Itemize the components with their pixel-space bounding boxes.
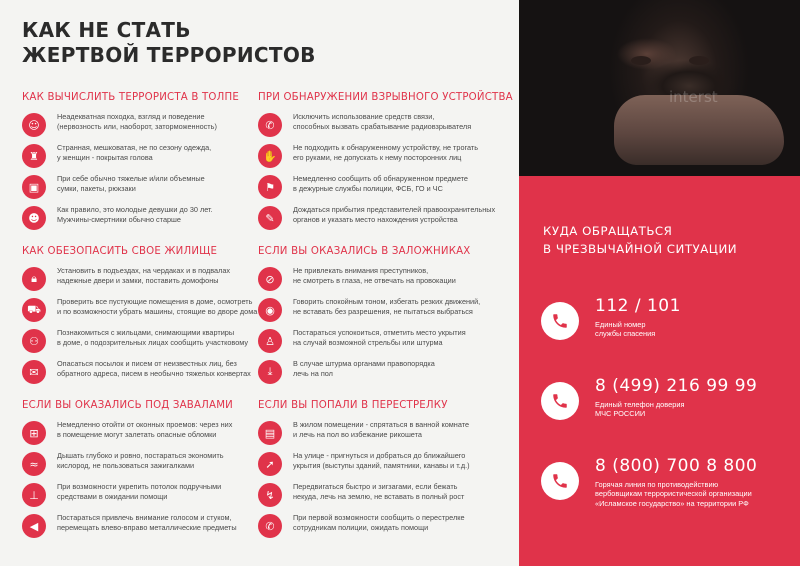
- breath-icon: ≈: [22, 452, 46, 476]
- item-text: Как правило, это молодые девушки до 30 лет. Мужчины-смертники обычно старше: [57, 205, 213, 224]
- item-text: Неадекватная походка, взгляд и поведение (нервозность или, наоборот, заторможенность): [57, 112, 217, 131]
- item-text: На улице - пригнуться и добраться до ближайшего укрытия (выступы зданий, памятники, канавы и т.д.): [293, 451, 470, 470]
- megaphone-icon: ◀: [22, 514, 46, 538]
- crawl-icon: ↯: [258, 483, 282, 507]
- item-text: Немедленно отойти от оконных проемов: через них в помещение могут залетать опасные обломки: [57, 420, 233, 439]
- list-item: [22, 266, 254, 297]
- item-text: Дышать глубоко и ровно, постараться экономить кислород, не пользоваться зажигалками: [57, 451, 224, 470]
- wait-icon: ✎: [258, 206, 282, 230]
- item-text: Познакомиться с жильцами, снимающими квартиры в доме, о подозрительных лицах сообщить участковому: [57, 328, 249, 347]
- item-text: Говорить спокойным тоном, избегать резких движений, не вставать без разрешения, не пытаться выбраться: [293, 297, 481, 316]
- emergency-contacts-column: [519, 0, 800, 566]
- eye-icon: ◉: [258, 298, 282, 322]
- item-text: В жилом помещении - спрятаться в ванной комнате и лечь на пол во избежание рикошета: [293, 420, 470, 439]
- item-text: Установить в подъездах, на чердаках и в подвалах надежные двери и замки, поставить домофоны: [57, 266, 231, 285]
- no-touch-icon: ✋: [258, 144, 282, 168]
- phone-icon: [541, 462, 579, 500]
- item-text: Проверить все пустующие помещения в доме, осмотреть и по возможности убрать машины, стоящие во дворе дома: [57, 297, 258, 316]
- section-hostage: [258, 246, 490, 390]
- phone-number[interactable]: 112 / 101: [595, 296, 681, 316]
- list-item: [258, 328, 490, 359]
- contact-description: Единый телефон доверия МЧС РОССИИ: [595, 400, 685, 419]
- section-heading: КАК ВЫЧИСЛИТЬ ТЕРРОРИСТА В ТОЛПЕ: [22, 92, 239, 103]
- report-icon: ⚑: [258, 175, 282, 199]
- item-text: Передвигаться быстро и зигзагами, если бежать некуда, лечь на землю, не вставать в полный рост: [293, 482, 465, 501]
- section-secure-home: [22, 246, 258, 390]
- list-item: [22, 143, 254, 174]
- section-heading: ЕСЛИ ВЫ ОКАЗАЛИСЬ В ЗАЛОЖНИКАХ: [258, 246, 471, 257]
- section-heading: ЕСЛИ ВЫ ПОПАЛИ В ПЕРЕСТРЕЛКУ: [258, 400, 448, 411]
- list-item: [258, 143, 490, 174]
- window-icon: ⊞: [22, 421, 46, 445]
- item-text: При возможности укрепить потолок подручными средствами в ожидании помощи: [57, 482, 222, 501]
- person-icon: ☻: [22, 206, 46, 230]
- contact-description: Единый номер службы спасения: [595, 320, 656, 339]
- no-attention-icon: ⊘: [258, 267, 282, 291]
- list-item: [22, 513, 254, 544]
- bag-icon: ▣: [22, 175, 46, 199]
- lock-icon: 🔒︎: [22, 267, 46, 291]
- list-item: [258, 266, 490, 297]
- item-text: Дождаться прибытия представителей правоохранительных органов и указать место нахождения устройства: [293, 205, 496, 224]
- section-heading: ПРИ ОБНАРУЖЕНИИ ВЗРЫВНОГО УСТРОЙСТВА: [258, 92, 513, 103]
- eye-shadow: [631, 56, 651, 65]
- no-phone-icon: ✆: [258, 113, 282, 137]
- phone-number[interactable]: 8 (800) 700 8 800: [595, 456, 758, 476]
- list-item: [22, 112, 254, 143]
- phone-icon: [541, 382, 579, 420]
- list-item: [22, 174, 254, 205]
- list-item: [258, 174, 490, 205]
- support-icon: ⊥: [22, 483, 46, 507]
- hostage-photo: [519, 0, 800, 176]
- page-title: КАК НЕ СТАТЬ ЖЕРТВОЙ ТЕРРОРИСТОВ: [22, 18, 316, 67]
- phone-icon: ✆: [258, 514, 282, 538]
- item-text: Не привлекать внимания преступников, не смотреть в глаза, не отвечать на провокации: [293, 266, 456, 285]
- item-text: При себе обычно тяжелые и/или объемные сумки, пакеты, рюкзаки: [57, 174, 205, 193]
- photo-watermark: interst: [669, 88, 718, 106]
- eye-shadow: [689, 56, 709, 65]
- list-item: [258, 451, 490, 482]
- item-text: Не подходить к обнаруженному устройству, не трогать его руками, не допускать к нему посторонних лиц: [293, 143, 479, 162]
- clothing-icon: ♜: [22, 144, 46, 168]
- item-text: Немедленно сообщить об обнаруженном предмете в дежурные службы полиции, ФСБ, ГО и ЧС: [293, 174, 468, 193]
- section-heading: КАК ОБЕЗОПАСИТЬ СВОЕ ЖИЛИЩЕ: [22, 246, 218, 257]
- item-text: Исключить использование средств связи, способных вызвать срабатывание радиовзрывателя: [293, 112, 472, 131]
- neighbors-icon: ⚇: [22, 329, 46, 353]
- list-item: [22, 328, 254, 359]
- car-icon: ⛟: [22, 298, 46, 322]
- run-icon: ➚: [258, 452, 282, 476]
- list-item: [258, 482, 490, 513]
- list-item: [258, 359, 490, 390]
- list-item: [22, 482, 254, 513]
- list-item: [22, 359, 254, 390]
- phone-icon: [541, 302, 579, 340]
- item-text: Постараться успокоиться, отметить место укрытия на случай возможной стрельбы или штурма: [293, 328, 466, 347]
- list-item: [22, 297, 258, 328]
- section-spot-terrorist: [22, 92, 254, 236]
- list-item: [22, 451, 254, 482]
- face-icon: ☺: [22, 113, 46, 137]
- bathroom-icon: ▤: [258, 421, 282, 445]
- list-item: [258, 205, 496, 236]
- list-item: [258, 513, 490, 544]
- list-item: [22, 420, 254, 451]
- phone-number[interactable]: 8 (499) 216 99 99: [595, 376, 758, 396]
- contacts-panel: [519, 176, 800, 566]
- list-item: [258, 297, 490, 328]
- panel-heading: КУДА ОБРАЩАТЬСЯ В ЧРЕЗВЫЧАЙНОЙ СИТУАЦИИ: [543, 224, 738, 256]
- item-text: Постараться привлечь внимание голосом и стуком, перемещать влево-вправо металлические предметы: [57, 513, 237, 532]
- list-item: [258, 420, 490, 451]
- contact-description: Горячая линия по противодействию вербовщикам террористической организации «Исламское государство» на территории РФ: [595, 480, 752, 508]
- lie-down-icon: ⤓: [258, 360, 282, 384]
- calm-icon: ♙: [258, 329, 282, 353]
- list-item: [258, 112, 490, 143]
- section-heading: ЕСЛИ ВЫ ОКАЗАЛИСЬ ПОД ЗАВАЛАМИ: [22, 400, 234, 411]
- section-rubble: [22, 400, 254, 544]
- parcel-icon: ✉: [22, 360, 46, 384]
- item-text: Странная, мешковатая, не по сезону одежда, у женщин - покрытая голова: [57, 143, 212, 162]
- list-item: [22, 205, 254, 236]
- item-text: В случае штурма органами правопорядка лечь на пол: [293, 359, 435, 378]
- item-text: Опасаться посылок и писем от неизвестных лиц, без обратного адреса, писем в необычно тяжелых конвертах: [57, 359, 251, 378]
- section-explosive-device: [258, 92, 513, 236]
- section-shootout: [258, 400, 490, 544]
- item-text: При первой возможности сообщить о перестрелке сотрудникам полиции, ожидать помощи: [293, 513, 465, 532]
